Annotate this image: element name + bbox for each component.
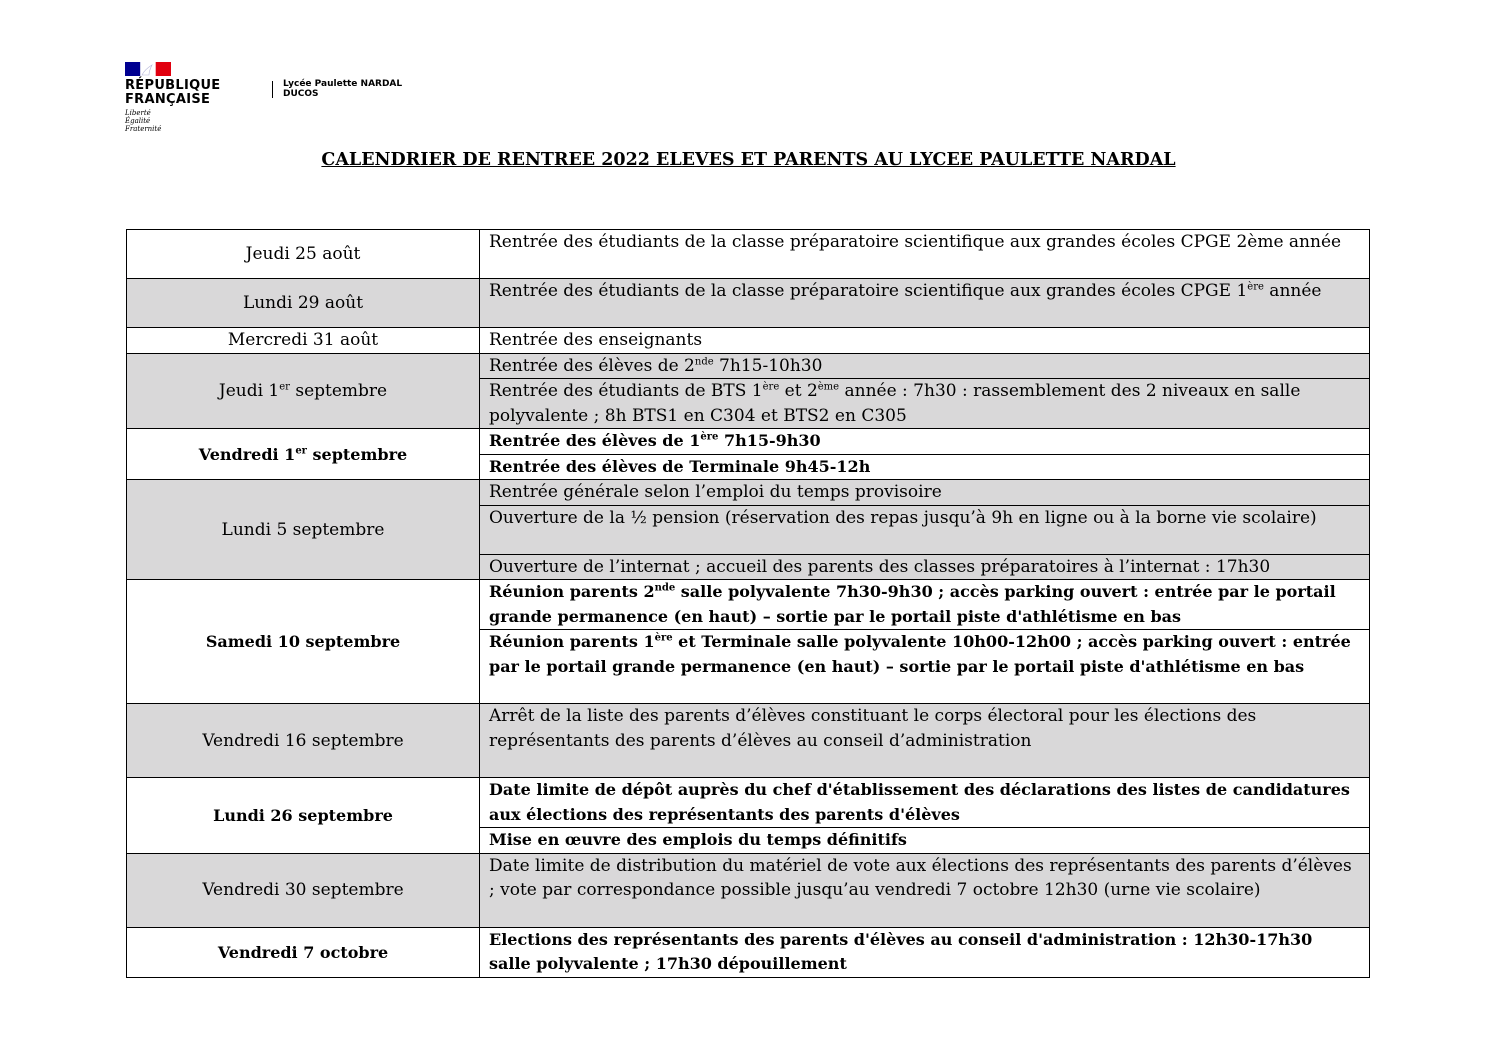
- date-cell: Vendredi 30 septembre: [127, 853, 480, 927]
- event-cell: [480, 379, 1370, 429]
- event-cell: [480, 353, 1370, 379]
- table-row: [127, 429, 1370, 455]
- event-text: Rentrée des élèves de 1: [489, 431, 701, 450]
- table-row: [127, 704, 1370, 778]
- logo-divider: [272, 81, 273, 98]
- event-text: 7h15-9h30: [718, 431, 821, 450]
- event-text: année: [1263, 281, 1322, 301]
- event-sup: ère: [700, 431, 719, 443]
- motto-fraternite: Fraternité: [125, 125, 162, 133]
- event-cell: Rentrée des élèves de Terminale 9h45-12h: [480, 454, 1370, 480]
- date-cell: Jeudi 25 août: [127, 230, 480, 279]
- page-title: CALENDRIER DE RENTREE 2022 ELEVES ET PARENTS AU LYCEE PAULETTE NARDAL: [321, 150, 1176, 170]
- republique-label: RÉPUBLIQUE: [125, 78, 221, 93]
- event-cell: Ouverture de l’internat ; accueil des parents des classes préparatoires à l’internat : 17h30: [480, 554, 1370, 580]
- event-sup: nde: [654, 582, 676, 594]
- table-row: [127, 778, 1370, 828]
- event-cell: [480, 630, 1370, 704]
- event-text: Rentrée des étudiants de la classe préparatoire scientifique aux grandes écoles CPGE 1: [489, 281, 1248, 301]
- event-text: Réunion parents 1: [489, 632, 655, 651]
- date-cell: [127, 353, 480, 429]
- event-cell: Date limite de distribution du matériel de vote aux élections des représentants des parents d’élèves ; vote par correspondance possible jusqu’au vendredi 7 octobre 12h30 (urne vie scolaire): [480, 853, 1370, 927]
- table-row: [127, 353, 1370, 379]
- calendar-table: [126, 229, 1370, 978]
- event-sup: ère: [762, 381, 780, 393]
- table-row: [127, 279, 1370, 328]
- date-text: septembre: [289, 380, 388, 401]
- date-cell: Vendredi 16 septembre: [127, 704, 480, 778]
- motto-egalite: Égalité: [125, 117, 151, 125]
- event-sup: ère: [654, 632, 673, 644]
- motto-liberte: Liberté: [125, 109, 151, 117]
- date-cell: Samedi 10 septembre: [127, 580, 480, 704]
- school-block: [283, 79, 402, 99]
- event-text: année : 7h30 : rassemblement des 2 niveaux en salle polyvalente ; 8h BTS1 en C304 et BTS2 en C305: [489, 381, 1301, 426]
- table-row: [127, 927, 1370, 977]
- date-sup: er: [279, 381, 290, 393]
- table-row: [127, 230, 1370, 279]
- date-text: septembre: [306, 444, 408, 464]
- event-cell: [480, 429, 1370, 455]
- event-cell: [480, 279, 1370, 328]
- event-cell: Date limite de dépôt auprès du chef d'établissement des déclarations des listes de candidatures aux élections des représentants des parents d'élèves: [480, 778, 1370, 828]
- school-name: Lycée Paulette NARDAL: [283, 79, 403, 89]
- event-cell: Rentrée des enseignants: [480, 328, 1370, 354]
- event-text: Rentrée des étudiants de BTS 1: [489, 381, 763, 401]
- francaise-label: FRANÇAISE: [125, 92, 211, 107]
- event-cell: Mise en œuvre des emplois du temps définitifs: [480, 828, 1370, 854]
- date-sup: er: [295, 445, 307, 457]
- school-city: DUCOS: [283, 89, 319, 99]
- event-text: Réunion parents 2: [489, 582, 655, 601]
- event-sup: nde: [694, 355, 714, 367]
- event-cell: [480, 580, 1370, 630]
- table-row: [127, 480, 1370, 506]
- event-text: salle polyvalente 7h30-9h30 ; accès parking ouvert : entrée par le portail grande permanence (en haut) – sortie par le portail piste d'athlétisme en bas: [489, 582, 1336, 626]
- marianne-flag-icon: [125, 62, 171, 76]
- event-cell: Arrêt de la liste des parents d’élèves constituant le corps électoral pour les élections des représentants des parents d’élèves au conseil d’administration: [480, 704, 1370, 778]
- date-text: Vendredi 1: [198, 444, 296, 464]
- date-cell: Mercredi 31 août: [127, 328, 480, 354]
- event-text: et Terminale salle polyvalente 10h00-12h00 ; accès parking ouvert : entrée par le portail grande permanence (en haut) – sortie par le portail piste d'athlétisme en bas: [489, 632, 1351, 676]
- event-cell: Ouverture de la ½ pension (réservation des repas jusqu’à 9h en ligne ou à la borne vie scolaire): [480, 505, 1370, 554]
- table-row: [127, 853, 1370, 927]
- date-cell: Lundi 26 septembre: [127, 778, 480, 854]
- date-cell: Lundi 5 septembre: [127, 480, 480, 580]
- date-cell: Vendredi 7 octobre: [127, 927, 480, 977]
- event-text: 7h15-10h30: [713, 355, 823, 376]
- event-cell: Elections des représentants des parents d'élèves au conseil d'administration : 12h30-17h30 salle polyvalente ; 17h30 dépouillement: [480, 927, 1370, 977]
- date-cell: Lundi 29 août: [127, 279, 480, 328]
- event-sup: ère: [1247, 281, 1264, 293]
- event-text: Rentrée des élèves de 2: [489, 355, 695, 376]
- event-sup: ème: [817, 381, 840, 393]
- date-text: Jeudi 1: [218, 380, 280, 401]
- table-row: [127, 580, 1370, 630]
- event-cell: Rentrée des étudiants de la classe préparatoire scientifique aux grandes écoles CPGE 2ème année: [480, 230, 1370, 279]
- date-cell: [127, 429, 480, 480]
- event-cell: Rentrée générale selon l’emploi du temps provisoire: [480, 480, 1370, 506]
- event-text: et 2: [779, 381, 818, 401]
- table-row: [127, 328, 1370, 354]
